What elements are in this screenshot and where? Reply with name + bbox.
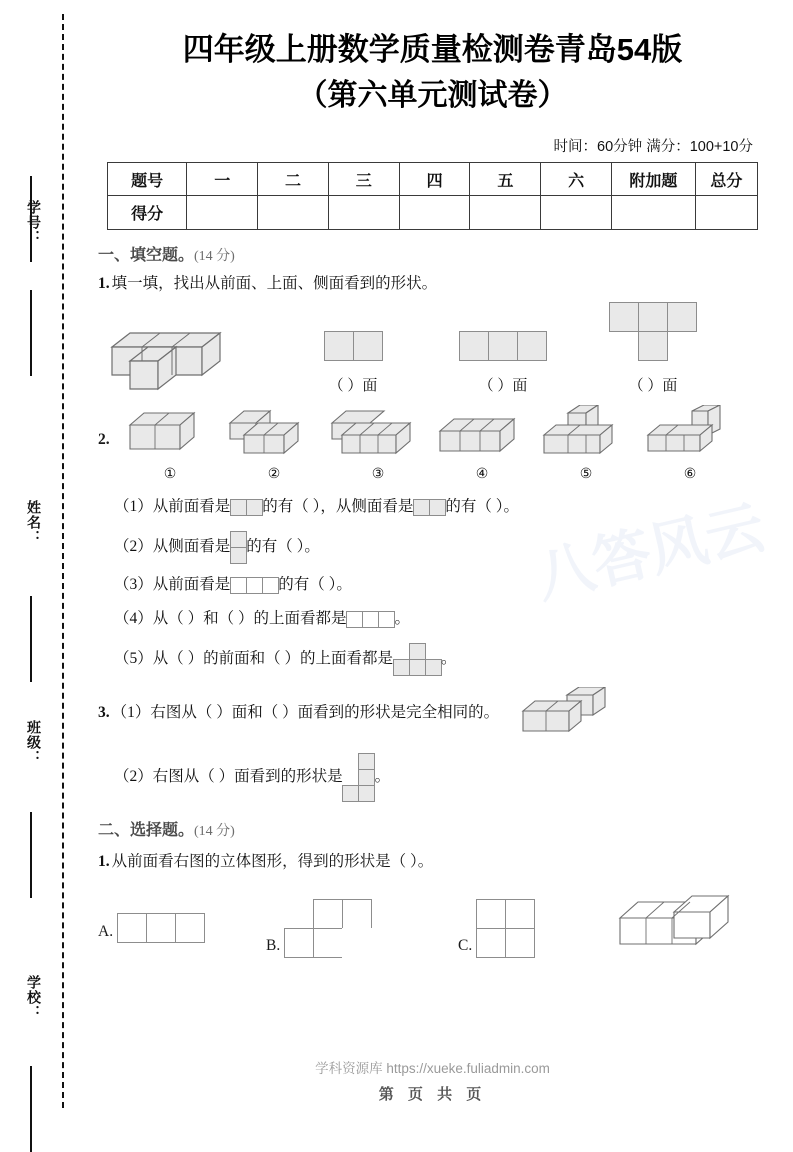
question-1-2-label-6: ⑥ (683, 467, 697, 483)
solid-figure-2-3 (326, 405, 430, 483)
sub-text-1b[interactable]: 的有（ ），从侧面看是 (262, 498, 414, 516)
option-b-letter: B. (266, 937, 281, 955)
sub-text-1c[interactable]: 的有（ ）。 (445, 498, 520, 516)
shape-figure-1x2 (278, 331, 428, 395)
sub-label-4: （4） (114, 610, 153, 628)
q3-sub1-label: （1） (111, 704, 151, 722)
score-cell-3[interactable] (328, 196, 399, 230)
score-cell-5[interactable] (470, 196, 541, 230)
cube-solid-icon (98, 323, 258, 395)
question-1-2-sub-5 (114, 643, 767, 675)
q3-sub2-label: （2） (114, 768, 153, 786)
option-b-shape-z (284, 899, 371, 957)
question-1-2-sub-2 (114, 531, 767, 563)
sub-text-4a[interactable]: 从（ ）和（ ）的上面看都是 (152, 610, 347, 628)
question-1-2-sub-4 (114, 607, 767, 631)
grid-shape-1x3 (460, 331, 547, 360)
sub-label-2: （2） (114, 538, 153, 556)
option-c[interactable] (458, 899, 608, 957)
option-a-shape-1x3 (117, 914, 204, 943)
shape-figure-1x3 (428, 331, 578, 395)
q3-sub2-text-a[interactable]: 右图从（ ）面看到的形状是 (152, 768, 343, 786)
sub-text-5a[interactable]: 从（ ）的前面和（ ）的上面看都是 (152, 650, 394, 668)
question-1-1-caption-1[interactable]: （ ）面 (328, 378, 378, 395)
score-cell-6[interactable] (541, 196, 612, 230)
question-2-1-options (98, 892, 767, 964)
sidebar-rule (30, 812, 32, 898)
sidebar-label-class: 班级： (26, 720, 42, 765)
question-1-2-label-3: ③ (371, 467, 385, 483)
score-table-col-6: 六 (541, 163, 612, 196)
score-table-row-label-score: 得分 (108, 196, 187, 230)
dashed-fold-line (62, 14, 64, 1108)
question-1-1-text (98, 272, 767, 296)
sub-label-1: （1） (114, 498, 153, 516)
grid-shape-1x2 (324, 331, 382, 360)
score-table-col-extra: 附加题 (612, 163, 696, 196)
sub-text-4b: 。 (394, 610, 411, 628)
question-1-2-figures (98, 405, 767, 483)
solid-figure-2-2 (222, 405, 326, 483)
cube-solid-icon (430, 405, 526, 461)
page-title (98, 0, 767, 115)
section-1-title: 一、填空题。 (98, 247, 195, 265)
score-cell-4[interactable] (399, 196, 470, 230)
cube-solid-icon (222, 405, 314, 461)
exam-meta: 时间：60分钟 满分：100+10分 (553, 139, 753, 156)
score-table-col-total: 总分 (695, 163, 757, 196)
sub-text-2a: 从侧面看是 (152, 538, 231, 556)
sub-text-3b[interactable]: 的有（ ）。 (278, 576, 352, 594)
question-1-1-figures (98, 302, 767, 395)
question-1-1-caption-2[interactable]: （ ）面 (478, 378, 528, 395)
inline-grid-2x1-vertical (230, 531, 246, 563)
question-1-2-label-4: ④ (475, 467, 489, 483)
section-1-points: (14 分) (194, 249, 235, 265)
question-1-2-number: 2. (98, 431, 110, 449)
table-row-score (108, 196, 758, 230)
q3-sub1-text[interactable]: 右图从（ ）面和（ ）面看到的形状是完全相同的。 (150, 704, 500, 722)
score-table-col-1: 一 (187, 163, 258, 196)
score-table-row-label-question: 题号 (108, 163, 187, 196)
watermark: 八答风云 (529, 494, 771, 611)
score-table (107, 162, 758, 230)
cube-solid-icon (638, 405, 734, 461)
question-1-2-label-1: ① (163, 467, 177, 483)
inline-grid-1x3-b (347, 611, 395, 627)
solid-figure-2-1 (118, 405, 222, 483)
sub-text-5b: 。 (441, 650, 457, 668)
sub-text-3a: 从前面看是 (152, 576, 231, 594)
score-table-col-4: 四 (399, 163, 470, 196)
inline-grid-1x2 (230, 499, 262, 515)
cube-solid-icon (610, 892, 740, 960)
question-1-1-caption-3[interactable]: （ ）面 (628, 378, 678, 395)
section-2-points: (14 分) (194, 824, 235, 840)
solid-figure-4 (610, 892, 740, 960)
title-line-2: （第六单元测试卷） (297, 79, 568, 113)
section-2-title: 二、选择题。 (98, 822, 195, 840)
q3-sub2-text-b: 。 (374, 768, 391, 786)
solid-figure-2-4 (430, 405, 534, 483)
solid-figure-2-6 (638, 405, 742, 483)
solid-figure-3 (515, 687, 613, 739)
inline-grid-t-shape (393, 643, 441, 675)
question-2-1-number: 1. (98, 853, 110, 871)
sidebar-label-school: 学校： (26, 975, 42, 1020)
sub-text-1a: 从前面看是 (152, 498, 231, 516)
score-cell-extra[interactable] (612, 196, 696, 230)
cube-solid-icon (326, 405, 422, 461)
title-line-1: 四年级上册数学质量检测卷青岛54版 (182, 32, 683, 67)
solid-figure-1 (98, 323, 278, 395)
score-cell-1[interactable] (187, 196, 258, 230)
option-a-letter: A. (98, 922, 114, 940)
sub-label-5: （5） (114, 650, 153, 668)
question-1-2-sub-1 (114, 495, 767, 519)
option-c-shape-2x2 (476, 899, 534, 957)
inline-grid-1x3 (230, 577, 278, 593)
section-heading-fill-in-blanks (98, 242, 767, 265)
score-table-col-5: 五 (470, 163, 541, 196)
question-1-2-label-5: ⑤ (579, 467, 593, 483)
option-a[interactable] (98, 914, 266, 943)
inline-grid-z-shape (343, 753, 375, 801)
footer-source: 学科资源库 https://xueke.fuliadmin.com (315, 1061, 550, 1076)
sidebar-rule (30, 290, 32, 376)
cube-solid-icon (515, 687, 613, 739)
sidebar-rule (30, 1066, 32, 1152)
question-1-2-label-2: ② (267, 467, 281, 483)
footer-pager: 第 页 共 页 (378, 1086, 487, 1103)
grid-shape-t (610, 302, 697, 360)
question-1-3-sub-2 (114, 753, 767, 801)
sub-label-3: （3） (114, 576, 153, 594)
question-1-3-number: 3. (98, 704, 110, 722)
question-1-3-sub-1 (98, 687, 767, 739)
question-1-2-sub-3 (114, 573, 767, 597)
question-1-1-number: 1. (98, 275, 110, 293)
score-table-col-3: 三 (328, 163, 399, 196)
sub-text-2b[interactable]: 的有（ ）。 (246, 538, 320, 556)
question-2-1-prompt[interactable]: 从前面看右图的立体图形，得到的形状是（ ）。 (111, 853, 434, 871)
score-cell-2[interactable] (258, 196, 329, 230)
score-cell-total[interactable] (695, 196, 757, 230)
binding-sidebar (0, 0, 72, 1122)
shape-figure-t (578, 302, 728, 395)
question-1-1-prompt: 填一填，找出从前面、上面、侧面看到的形状。 (111, 275, 438, 293)
score-table-col-2: 二 (258, 163, 329, 196)
inline-grid-1x2-b (413, 499, 445, 515)
table-row-header (108, 163, 758, 196)
cube-solid-icon (534, 405, 630, 461)
section-heading-multiple-choice (98, 817, 767, 840)
question-2-1-text (98, 850, 767, 874)
option-c-letter: C. (458, 937, 473, 955)
sidebar-label-name: 姓名： (26, 500, 42, 545)
cube-solid-icon (118, 405, 210, 461)
solid-figure-2-5 (534, 405, 638, 483)
exam-page (72, 0, 793, 1122)
page-footer (72, 1057, 793, 1104)
sidebar-label-student-id: 学号： (26, 200, 42, 245)
option-b[interactable] (266, 899, 458, 957)
sidebar-rule (30, 596, 32, 682)
